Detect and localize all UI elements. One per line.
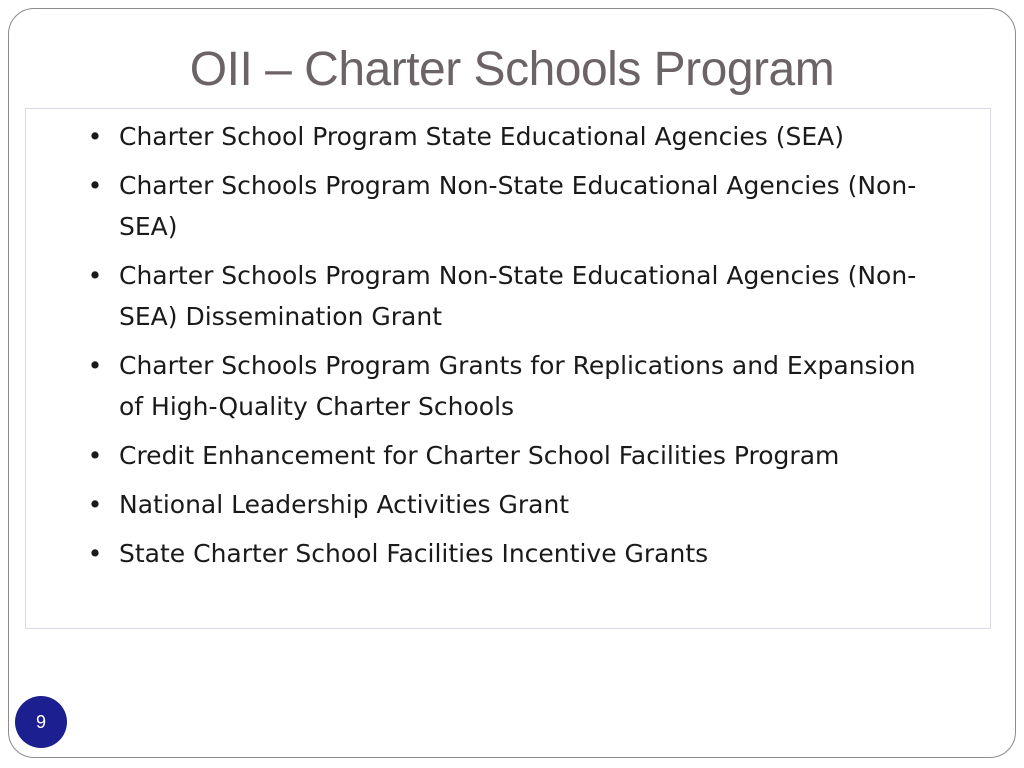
bullet-text: State Charter School Facilities Incentive Grants [119,539,709,568]
bullet-text: Charter Schools Program Non-State Educational Agencies (Non-SEA) Dissemination Grant [119,261,917,331]
bullet-list [85,116,935,582]
page-number-badge: 9 [15,696,67,748]
bullet-text: Charter Schools Program Grants for Replications and Expansion of High-Quality Charter Schools [119,351,916,421]
bullet-text: National Leadership Activities Grant [119,490,570,519]
bullet-item [85,165,935,247]
bullet-item [85,255,935,337]
bullet-item [85,435,935,476]
bullet-text: Charter Schools Program Non-State Educational Agencies (Non-SEA) [119,171,917,241]
bullet-dot-icon: • [87,122,103,151]
bullet-item [85,533,935,574]
bullet-dot-icon: • [87,490,103,519]
bullet-text: Charter School Program State Educational Agencies (SEA) [119,122,844,151]
slide-title: OII – Charter Schools Program [189,43,835,96]
bullet-item [85,345,935,427]
bullet-text: Credit Enhancement for Charter School Facilities Program [119,441,840,470]
bullet-dot-icon: • [87,539,103,568]
bullet-item [85,116,935,157]
bullet-item [85,484,935,525]
bullet-dot-icon: • [87,441,103,470]
bullet-dot-icon: • [87,351,103,380]
bullet-dot-icon: • [87,261,103,290]
bullet-dot-icon: • [87,171,103,200]
